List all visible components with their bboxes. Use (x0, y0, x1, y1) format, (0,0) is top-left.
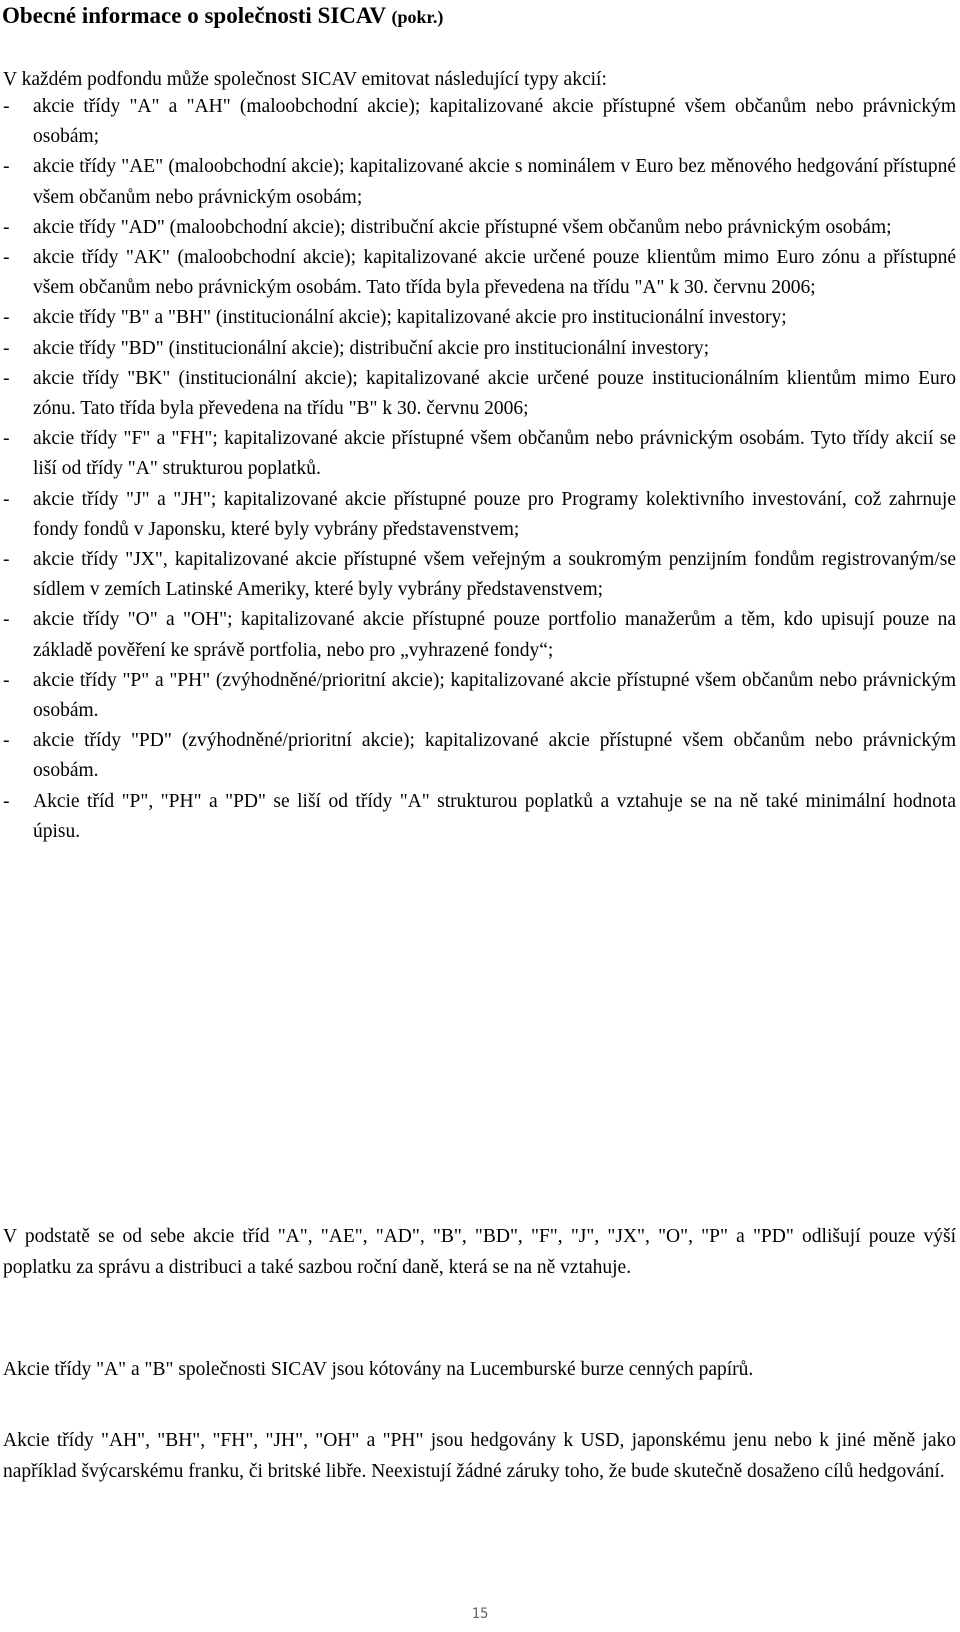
page-title (2, 2, 443, 31)
paragraph-listing: Akcie třídy "A" a "B" společnosti SICAV jsou kótovány na Lucemburské burze cenných papírů. (3, 1359, 754, 1380)
bullet-marker: - (3, 790, 10, 812)
paragraph-hedging: Akcie třídy "AH", "BH", "FH", "JH", "OH" a "PH" jsou hedgovány k USD, japonskému jenu nebo k jiné měně jako například švýcarskému franku, či britské libře. Neexistují žádné záruky toho, že bude skutečně dosaženo cílů hedgování. (3, 1430, 956, 1482)
list-item-text: akcie třídy "P" a "PH" (zvýhodněné/prioritní akcie); kapitalizované akcie přístupné všem občanům nebo právnickým osobám. (33, 669, 956, 722)
list-item-text: akcie třídy "AK" (maloobchodní akcie); kapitalizované akcie určené pouze klientům mimo Euro zónu a přístupné všem občanům nebo právnickým osobám. Tato třída byla převedena na třídu "A" k 30. červnu 2006; (33, 247, 956, 299)
list-item-text: akcie třídy "J" a "JH"; kapitalizované akcie přístupné pouze pro Programy kolektivního investování, což zahrnuje fondy fondů v Japonsku, které byly vybrány představenstvem; (33, 488, 956, 540)
list-item-text: akcie třídy "BD" (institucionální akcie); distribuční akcie pro institucionální investory; (33, 337, 710, 359)
list-item (0, 485, 956, 545)
share-class-list (0, 92, 956, 847)
list-item-text: akcie třídy "AE" (maloobchodní akcie); kapitalizované akcie s nominálem v Euro bez měnového hedgování přístupné všem občanům nebo právnickým osobám; (33, 156, 956, 208)
list-item (0, 243, 956, 303)
title-suffix: (pokr.) (391, 7, 444, 27)
bullet-marker: - (3, 428, 10, 450)
list-item (0, 605, 956, 665)
bullet-marker: - (3, 730, 10, 752)
list-item (0, 726, 956, 786)
list-item (0, 92, 956, 152)
list-item-text: akcie třídy "AD" (maloobchodní akcie); distribuční akcie přístupné všem občanům nebo právnickým osobám; (33, 216, 892, 238)
list-item (0, 152, 956, 212)
bullet-marker: - (3, 216, 10, 238)
page-number: 15 (471, 1606, 489, 1622)
title-main: Obecné informace o společnosti SICAV (2, 3, 386, 28)
bullet-marker: - (3, 307, 10, 329)
bullet-marker: - (3, 96, 10, 117)
list-item-text: akcie třídy "A" a "AH" (maloobchodní akcie); kapitalizované akcie přístupné všem občanům nebo právnickým osobám; (33, 96, 956, 148)
list-item-text: akcie třídy "B" a "BH" (institucionální akcie); kapitalizované akcie pro institucionální investory; (33, 307, 787, 329)
list-item (0, 666, 956, 726)
list-item (0, 545, 956, 605)
intro-text: V každém podfondu může společnost SICAV emitovat následující typy akcií: (3, 69, 607, 90)
list-item-text: Akcie tříd "P", "PH" a "PD" se liší od třídy "A" strukturou poplatků a vztahuje se na ně také minimální hodnota úpisu. (33, 790, 956, 842)
bullet-marker: - (3, 367, 10, 389)
paragraph-fee-differences: V podstatě se od sebe akcie tříd "A", "AE", "AD", "B", "BD", "F", "J", "JX", "O", "P" a "PD" odlišují pouze výší poplatku za správu a distribuci a také sazbou roční daně, která se na ně vztahuje. (3, 1226, 956, 1278)
bullet-marker: - (3, 247, 10, 269)
list-item (0, 424, 956, 484)
list-item (0, 334, 956, 364)
bullet-marker: - (3, 488, 10, 510)
bullet-marker: - (3, 669, 10, 691)
bullet-marker: - (3, 549, 10, 571)
bullet-marker: - (3, 337, 10, 359)
list-item-text: akcie třídy "O" a "OH"; kapitalizované akcie přístupné pouze portfolio manažerům a těm, kdo upisují pouze na základě pověření ke správě portfolia, nebo pro „vyhrazené fondy“; (33, 609, 956, 661)
list-item-text: akcie třídy "PD" (zvýhodněné/prioritní akcie); kapitalizované akcie přístupné všem občanům nebo právnickým osobám. (33, 730, 956, 782)
list-item-text: akcie třídy "JX", kapitalizované akcie přístupné všem veřejným a soukromým penzijním fondům registrovaným/se sídlem v zemích Latinské Ameriky, které byly vybrány představenstvem; (33, 549, 956, 601)
list-item (0, 303, 956, 333)
list-item (0, 364, 956, 424)
bullet-marker: - (3, 156, 10, 178)
list-item-text: akcie třídy "F" a "FH"; kapitalizované akcie přístupné všem občanům nebo právnickým osobám. Tyto třídy akcií se liší od třídy "A" strukturou poplatků. (33, 428, 956, 480)
bullet-marker: - (3, 609, 10, 631)
list-item-text: akcie třídy "BK" (institucionální akcie); kapitalizované akcie určené pouze institucionálním klientům mimo Euro zónu. Tato třída byla převedena na třídu "B" k 30. červnu 2006; (33, 367, 956, 420)
list-item (0, 213, 956, 243)
list-item (0, 787, 956, 847)
